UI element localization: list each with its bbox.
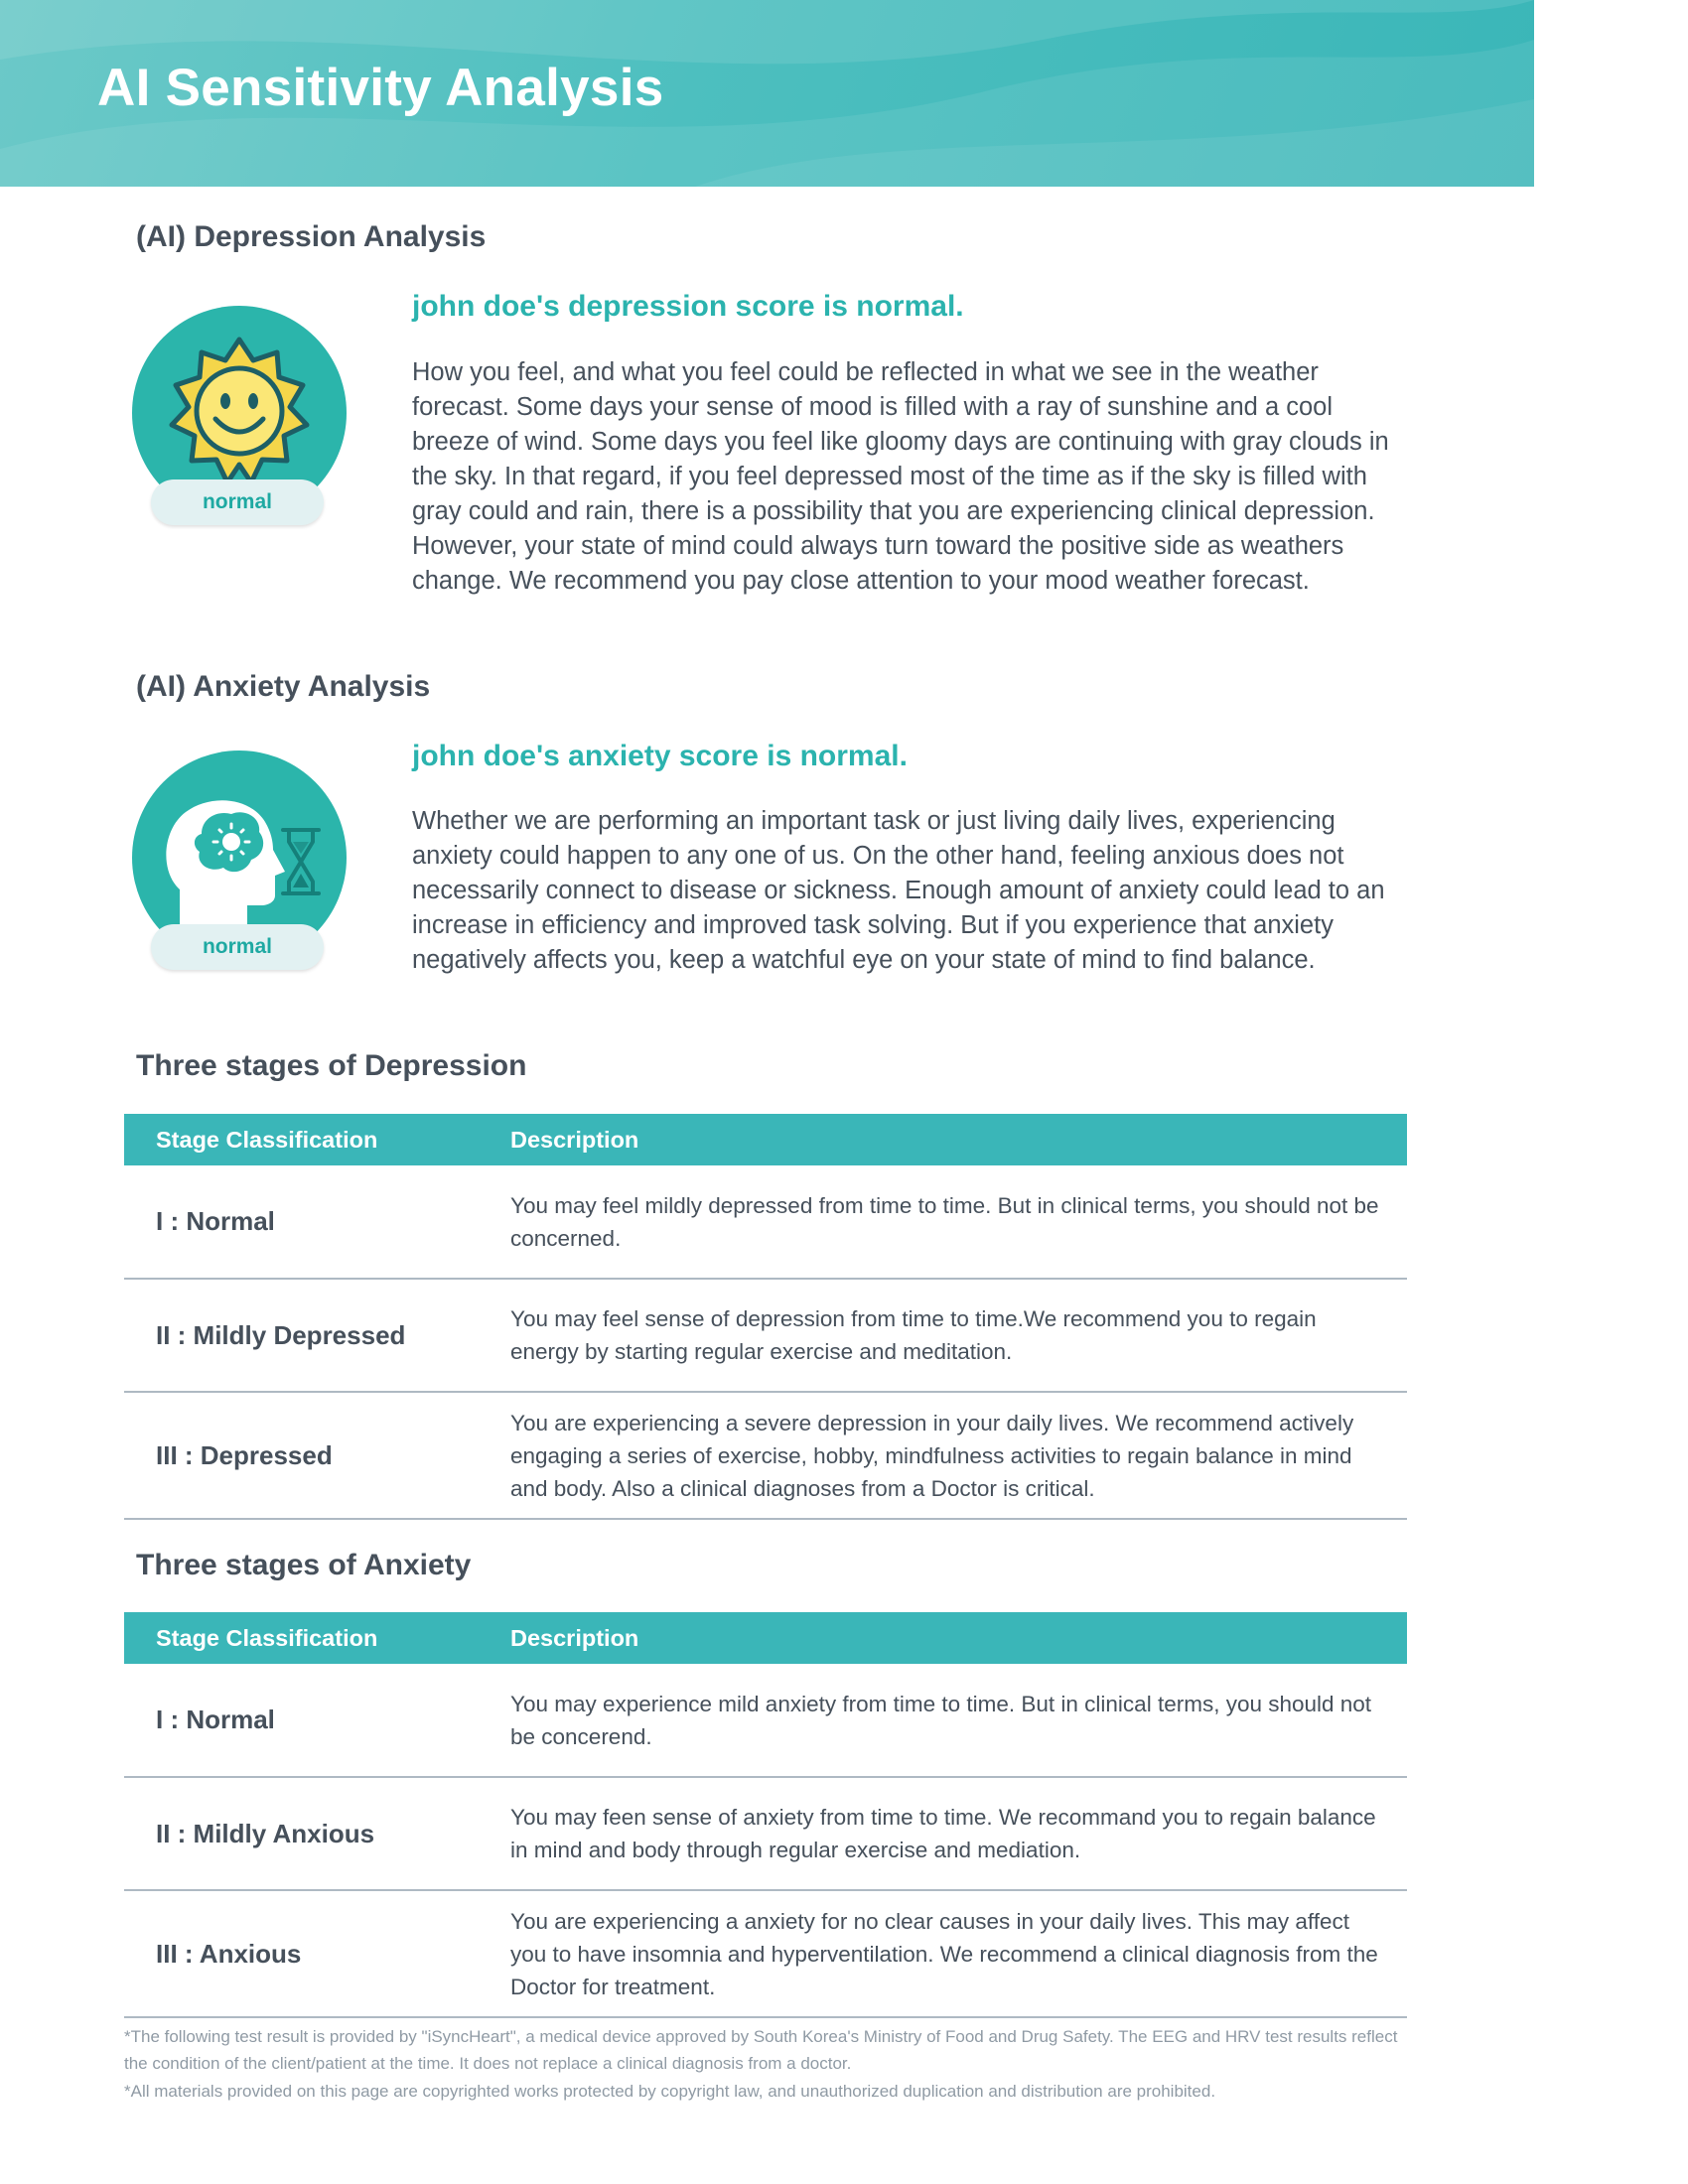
depression-result-description: How you feel, and what you feel could be reflected in what we see in the weather forecast. Some days your sense of mood is filled with a ray of sunshine and a cool breeze of wind. Some days you feel like gloomy days are continuing with gray clouds in the sky. In that regard, if you feel depressed most of the time as if the sky is filled with gray could and rain, there is a possibility that you are experiencing clinical depression. However, your state of mind could always turn toward the positive side as weathers change. We recommend you pay close attention to your mood weather forecast.: [412, 358, 1389, 595]
depression-result-graphic: [132, 306, 347, 534]
page-title: AI Sensitivity Analysis: [97, 59, 664, 117]
anxiety-stages-heading: Three stages of Anxiety: [136, 1549, 472, 1581]
table-row: [124, 1279, 1407, 1392]
header-banner: [0, 0, 1534, 187]
stage-name: I : Normal: [124, 1664, 485, 1777]
table-row: [124, 1664, 1407, 1777]
anxiety-status-badge: normal: [151, 924, 324, 970]
table-row: [124, 1890, 1407, 2017]
stage-description: You are experiencing a anxiety for no clear causes in your daily lives. This may affect you to have insomnia and hyperventilation. We recommend a clinical diagnosis from the Doctor for treatment.: [485, 1890, 1407, 2017]
depression-stages-table: [124, 1114, 1407, 1520]
stage-name: I : Normal: [124, 1165, 485, 1279]
table-row: [124, 1777, 1407, 1890]
stage-name: II : Mildly Anxious: [124, 1777, 485, 1890]
column-header-description: Description: [485, 1612, 1407, 1664]
anxiety-stages-table: [124, 1612, 1407, 2018]
table-header-row: [124, 1612, 1407, 1664]
table-row: [124, 1392, 1407, 1519]
depression-stages-heading: Three stages of Depression: [136, 1049, 527, 1082]
stage-description: You may feel mildly depressed from time to time. But in clinical terms, you should not be concerned.: [485, 1165, 1407, 1279]
depression-result-headline: john doe's depression score is normal.: [412, 290, 964, 323]
stage-description: You may feel sense of depression from time to time.We recommend you to regain energy by starting regular exercise and meditation.: [485, 1279, 1407, 1392]
anxiety-analysis-heading: (AI) Anxiety Analysis: [136, 670, 431, 703]
stage-name: III : Depressed: [124, 1392, 485, 1519]
stage-name: II : Mildly Depressed: [124, 1279, 485, 1392]
copyright-footnote: *All materials provided on this page are copyrighted works protected by copyright law, and unauthorized duplication and distribution are prohibited.: [124, 2082, 1216, 2101]
stage-description: You are experiencing a severe depression in your daily lives. We recommend actively engaging a series of exercise, hobby, mindfulness activities to regain balance in mind and body. Also a clinical diagnoses from a Doctor is critical.: [485, 1392, 1407, 1519]
anxiety-result-graphic: [132, 751, 347, 979]
stage-description: You may feen sense of anxiety from time to time. We recommand you to regain balance in mind and body through regular exercise and mediation.: [485, 1777, 1407, 1890]
table-header-row: [124, 1114, 1407, 1165]
stage-name: III : Anxious: [124, 1890, 485, 2017]
anxiety-result-headline: john doe's anxiety score is normal.: [412, 740, 908, 772]
device-disclaimer-footnote: *The following test result is provided by "iSyncHeart", a medical device approved by South Korea's Ministry of Food and Drug Safety. The EEG and HRV test results reflect the condition of the client/patient at the time. It does not replace a clinical diagnosis from a doctor.: [124, 2027, 1398, 2073]
table-row: [124, 1165, 1407, 1279]
column-header-stage: Stage Classification: [124, 1114, 485, 1165]
depression-analysis-heading: (AI) Depression Analysis: [136, 220, 487, 253]
column-header-description: Description: [485, 1114, 1407, 1165]
stage-description: You may experience mild anxiety from time to time. But in clinical terms, you should not be concerend.: [485, 1664, 1407, 1777]
column-header-stage: Stage Classification: [124, 1612, 485, 1664]
depression-status-badge: normal: [151, 479, 324, 525]
anxiety-result-description: Whether we are performing an important task or just living daily lives, experiencing anxiety could happen to any one of us. On the other hand, feeling anxious does not necessarily connect to disease or sickness. Enough amount of anxiety could lead to an increase in efficiency and improved task solving. But if you experience that anxiety negatively affects you, keep a watchful eye on your state of mind to find balance.: [412, 807, 1385, 974]
